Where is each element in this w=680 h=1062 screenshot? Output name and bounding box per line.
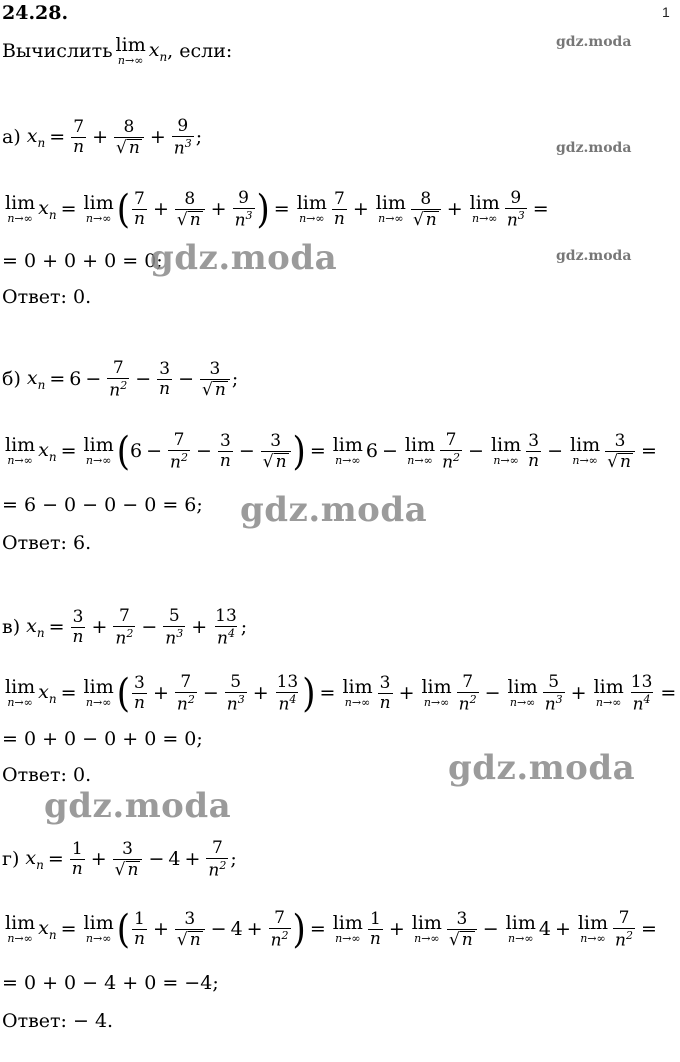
- part-b-solution: lim n→∞ $x_n$ = lim n→∞ ( 6 − $\frac{7}{n^2}$ − $\frac{3}{n}$ − 3 √ n ) = lim n→∞ 6 − lim n→∞ $\frac{7}{n^2}$ − lim n→∞ $\frac{3}{n}$ − lim n→∞ 3 √ n =: [5, 428, 657, 475]
- part-g-answer: Ответ: − 4.: [2, 1010, 114, 1032]
- part-v-result: = 0 + 0 − 0 + 0 = 0;: [2, 728, 203, 750]
- page-mark: 1: [662, 4, 670, 20]
- task-text: Вычислить: [2, 40, 113, 63]
- part-v-answer: Ответ: 0.: [2, 764, 92, 786]
- part-a-answer: Ответ: 0.: [2, 286, 92, 308]
- watermark-large: gdz.moda: [240, 490, 428, 530]
- watermark-small: gdz.moda: [556, 140, 632, 156]
- part-g-result: = 0 + 0 − 4 + 0 = −4;: [2, 972, 219, 994]
- watermark-large: gdz.moda: [150, 238, 338, 278]
- part-v-solution: lim n→∞ $x_n$ = lim n→∞ ( $\frac{3}{n}$ + $\frac{7}{n^2}$ − $\frac{5}{n^3}$ + $\frac{13}{n^4}$ ) = lim n→∞ $\frac{3}{n}$ + lim n→∞ $\frac{7}{n^2}$ − lim n→∞ $\frac{5}{n^3}$ + lim n→∞ $\frac{13}{n^4}$ =: [5, 670, 677, 717]
- watermark-small: gdz.moda: [556, 248, 632, 264]
- watermark-large: gdz.moda: [44, 786, 232, 826]
- part-g-label: г): [2, 848, 20, 871]
- part-a-solution: lim n→∞ $x_n$ = lim n→∞ ( $\frac{7}{n}$ + 8 √ n + $\frac{9}{n^3}$ ) = lim n→∞ $\frac{7}{n}$ + lim n→∞ 8 √ n + lim n→∞ $\frac{9}{n^3}$ =: [5, 186, 549, 233]
- part-b-answer: Ответ: 6.: [2, 532, 92, 554]
- part-v-statement: в) $x_n$ = $\frac{3}{n}$ + $\frac{7}{n^2}$ − $\frac{5}{n^3}$ + $\frac{13}{n^4}$ ;: [2, 606, 248, 649]
- problem-number: 24.28.: [2, 2, 69, 24]
- watermark-small: gdz.moda: [556, 34, 632, 50]
- part-g-solution: lim n→∞ $x_n$ = lim n→∞ ( $\frac{1}{n}$ + 3 √ n − 4 + $\frac{7}{n^2}$ ) = lim n→∞ $\frac{1}{n}$ + lim n→∞ 3 √ n − lim n→∞ 4 + lim n→∞ $\frac{7}{n^2}$ =: [5, 906, 657, 953]
- task-suffix: , если:: [167, 40, 233, 63]
- part-g-statement: г) $x_n$ = $\frac{1}{n}$ + 3 √ n − 4 + $\frac{7}{n^2}$ ;: [2, 838, 237, 881]
- part-b-result: = 6 − 0 − 0 − 0 = 6;: [2, 494, 203, 516]
- part-v-label: в): [2, 616, 21, 639]
- part-b-label: б): [2, 368, 21, 391]
- limit-symbol: lim n→∞: [115, 34, 146, 67]
- part-a-statement: а) $x_n$ = $\frac{7}{n}$ + 8 √ n + $\frac{9}{n^3}$ ;: [2, 116, 203, 159]
- part-b-statement: б) $x_n$ = 6 − $\frac{7}{n^2}$ − $\frac{3}{n}$ − 3 √ n ;: [2, 358, 239, 401]
- task-statement: Вычислить lim n→∞ $x_n$ , если:: [2, 34, 233, 67]
- watermark-large: gdz.moda: [448, 748, 636, 788]
- part-a-result: = 0 + 0 + 0 = 0;: [2, 250, 163, 272]
- part-a-label: а): [2, 126, 21, 149]
